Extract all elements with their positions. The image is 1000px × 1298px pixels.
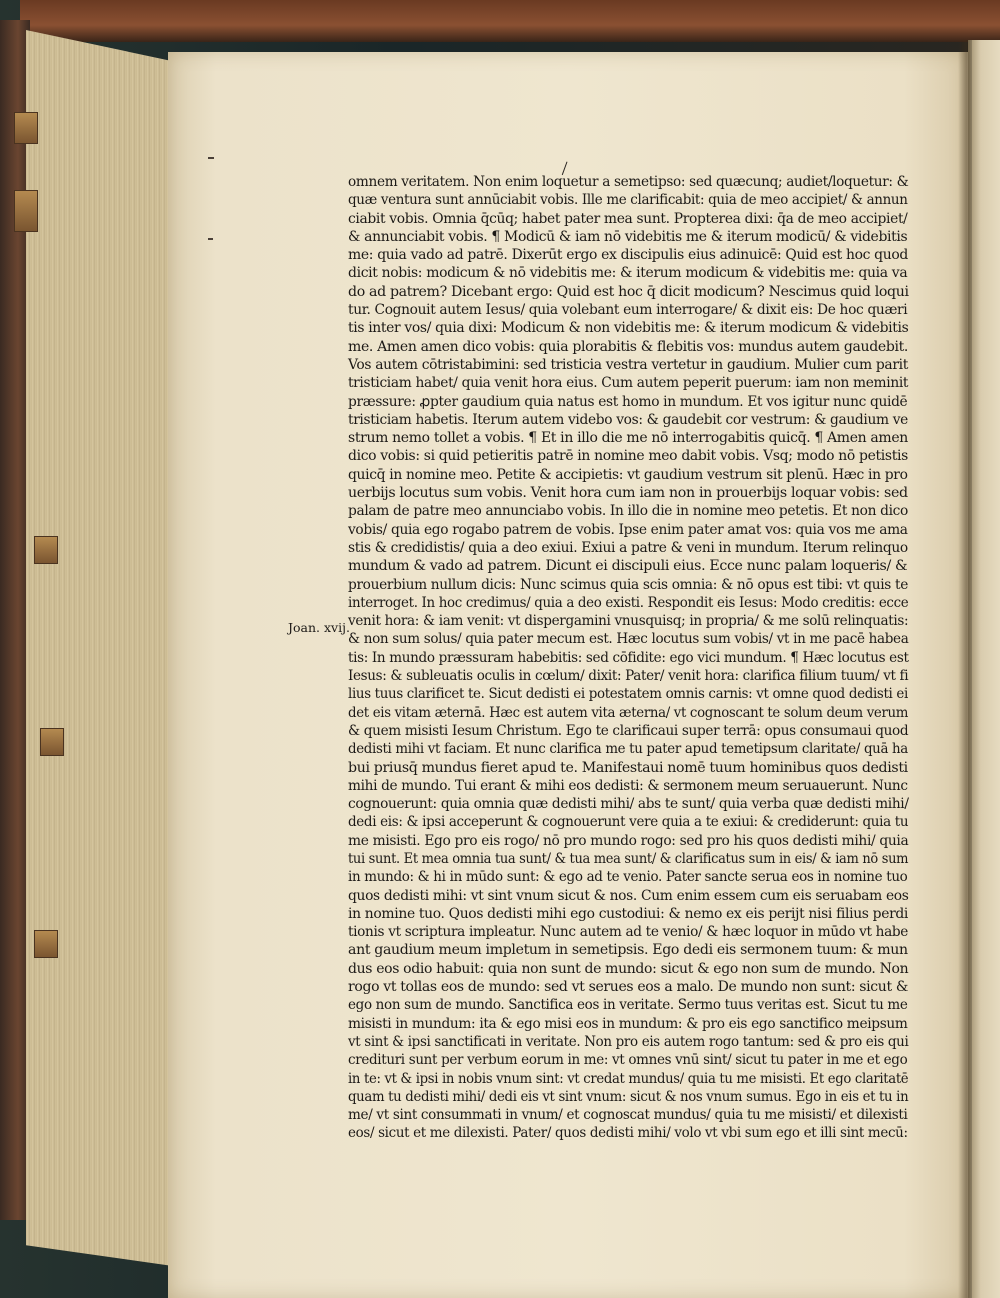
text-line: mihi de mundo. Tui erant & mihi eos dedisti: & sermonem meum seruauerunt. Nunc bbox=[348, 777, 908, 794]
text-line: quæ ventura sunt annūciabit vobis. Ille me clarificabit: quia de meo accipiet/ & annun bbox=[348, 192, 908, 209]
text-line: me: quia vado ad patrē. Dixerūt ergo ex discipulis eius adinuicē: Quid est hoc quod bbox=[348, 247, 909, 264]
text-line: Vos autem cōtristabimini: sed tristicia vestra vertetur in gaudium. Mulier cum parit bbox=[348, 356, 908, 373]
text-line: tristiciam habetis. Iterum autem videbo vos: & gaudebit cor vestrum: & gaudium ve bbox=[348, 411, 908, 428]
index-tab bbox=[34, 930, 58, 958]
text-line: vt sint & ipsi sanctificati in veritate. Non pro eis autem rogo tantum: sed & pro eis qui bbox=[348, 1033, 909, 1050]
text-line: tionis vt scriptura impleatur. Nunc autem ad te venio/ & hæc loquor in mūdo vt habe bbox=[348, 924, 909, 941]
text-line: quicq̄ in nomine meo. Petite & accipietis: vt gaudium vestrum sit plenū. Hæc in pro bbox=[348, 466, 908, 483]
ink-speck bbox=[208, 238, 213, 240]
text-line: & non sum solus/ quia pater mecum est. Hæc locutus sum vobis/ vt in me pacē habea bbox=[348, 631, 909, 648]
text-line: mundum & vado ad patrem. Dicunt ei discipuli eius. Ecce nunc palam loqueris/ & bbox=[348, 558, 908, 575]
text-line: eos/ sicut et me dilexisti. Pater/ quos dedisti mihi/ volo vt vbi sum ego et illi sint mecū: bbox=[348, 1125, 908, 1142]
text-line: uerbijs locutus sum vobis. Venit hora cum iam non in prouerbijs loquar vobis: sed bbox=[348, 485, 908, 502]
text-line: quam tu dedisti mihi/ dedi eis vt sint vnum: sicut & nos vnum sumus. Ego in eis et tu in bbox=[348, 1088, 909, 1105]
index-tab bbox=[40, 728, 64, 756]
text-line: vobis/ quia ego rogabo patrem de vobis. Ipse enim pater amat vos: quia vos me ama bbox=[348, 521, 908, 538]
text-line: rogo vt tollas eos de mundo: sed vt serues eos a malo. De mundo non sunt: sicut & bbox=[348, 979, 909, 996]
text-line: præssure: ꝓpter gaudium quia natus est homo in mundum. Et vos igitur nunc quidē bbox=[348, 393, 908, 410]
text-line: cognouerunt: quia omnia quæ dedisti mihi/ abs te sunt/ quia verba quæ dedisti mihi/ bbox=[348, 796, 909, 813]
text-line: palam de patre meo annunciabo vobis. In illo die in nomine meo petetis. Et non dico bbox=[348, 503, 909, 520]
text-line: in nomine tuo. Quos dedisti mihi ego custodiui: & nemo ex eis perijt nisi filius perdi bbox=[348, 905, 909, 922]
text-line: dedi eis: & ipsi acceperunt & cognouerunt vere quia a te exiui: & crediderunt: quia tu bbox=[348, 814, 909, 831]
text-line: dicit nobis: modicum & nō videbitis me: & iterum modicum & videbitis me: quia va bbox=[348, 265, 908, 282]
text-line: tui sunt. Et mea omnia tua sunt/ & tua mea sunt/ & clarificatus sum in eis/ & iam nō sum bbox=[348, 850, 909, 867]
book-cover-top bbox=[20, 0, 1000, 42]
text-line: interroget. In hoc credimus/ quia a deo existi. Respondit eis Iesus: Modo creditis: ecce bbox=[348, 594, 909, 611]
index-tab bbox=[14, 112, 38, 144]
text-line: & quem misisti Iesum Christum. Ego te clarificaui super terrā: opus consumaui quod bbox=[348, 722, 909, 739]
text-line: quos dedisti mihi: vt sint vnum sicut & nos. Cum enim essem cum eis seruabam eos bbox=[348, 887, 909, 904]
text-line: do ad patrem? Dicebant ergo: Quid est hoc q̄ dicit modicum? Nescimus quid loqui bbox=[348, 283, 909, 300]
text-line: misisti in mundum: ita & ego misi eos in mundum: & pro eis ego sanctifico meipsum bbox=[348, 1015, 908, 1032]
text-line: me/ vt sint consummati in vnum/ et cognoscat mundus/ quia tu me misisti/ et dilexisti bbox=[348, 1107, 908, 1124]
text-line: tis inter vos/ quia dixi: Modicum & non videbitis me: & iterum modicum & videbitis bbox=[348, 320, 909, 337]
text-line: tristiciam habet/ quia venit hora eius. Cum autem peperit puerum: iam non meminit bbox=[348, 375, 909, 392]
text-line: ant gaudium meum impletum in semetipsis. Ego dedi eis sermonem tuum: & mun bbox=[348, 942, 908, 959]
ink-speck bbox=[208, 157, 214, 159]
text-column bbox=[348, 173, 908, 1143]
text-line: tur. Cognouit autem Iesus/ quia volebant eum interrogare/ & dixit eis: De hoc quæri bbox=[348, 302, 908, 319]
text-line: ego non sum de mundo. Sanctifica eos in veritate. Sermo tuus veritas est. Sicut tu me bbox=[348, 997, 908, 1014]
text-line: Iesus: & subleuatis oculis in cœlum/ dixit: Pater/ venit hora: clarifica filium tuum/ vt fi bbox=[348, 668, 909, 685]
text-line: stis & credidistis/ quia a deo exiui. Exiui a patre & veni in mundum. Iterum relinquo bbox=[348, 539, 908, 556]
text-line: venit hora: & iam venit: vt dispergamini vnusquisq; in propria/ & me solū relinquatis: bbox=[348, 613, 909, 630]
marginal-reference: Joan. xvij. bbox=[288, 620, 350, 635]
text-line: bui priusq̄ mundus fieret apud te. Manifestaui nomē tuum hominibus quos dedisti bbox=[348, 759, 908, 776]
index-tab bbox=[14, 190, 38, 232]
text-line: strum nemo tollet a vobis. ¶ Et in illo die me nō interrogabitis quicq̄. ¶ Amen amen bbox=[348, 430, 908, 447]
text-line: ciabit vobis. Omnia q̄cūq; habet pater mea sunt. Propterea dixi: q̄a de meo accipiet/ bbox=[348, 210, 908, 227]
text-line: in mundo: & hi in mūdo sunt: & ego ad te venio. Pater sancte serua eos in nomine tuo bbox=[348, 869, 908, 886]
text-line: me misisti. Ego pro eis rogo/ nō pro mundo rogo: sed pro his quos dedisti mihi/ quia bbox=[348, 832, 909, 849]
text-line: det eis vitam æternā. Hæc est autem vita æterna/ vt cognoscant te solum deum verum bbox=[348, 704, 909, 721]
text-line: prouerbium nullum dicis: Nunc scimus quia scis omnia: & nō opus est tibi: vt quis te bbox=[348, 576, 908, 593]
text-line: dedisti mihi vt faciam. Et nunc clarifica me tu pater apud temetipsum claritate/ quā ha bbox=[348, 741, 908, 758]
text-line: in te: vt & ipsi in nobis vnum sint: vt credat mundus/ quia tu me misisti. Et ego claritatē bbox=[348, 1070, 909, 1087]
text-line: dico vobis: si quid petieritis patrē in nomine meo dabit vobis. Vsq; modo nō petistis bbox=[348, 448, 908, 465]
text-line: dus eos odio habuit: quia non sunt de mundo: sicut & ego non sum de mundo. Non bbox=[348, 960, 909, 977]
text-line: credituri sunt per verbum eorum in me: vt omnes vnū sint/ sicut tu pater in me et ego bbox=[348, 1052, 908, 1069]
text-line: omnem veritatem. Non enim loquetur a semetipso: sed quæcunq; audiet/loquetur: & bbox=[348, 174, 909, 190]
facing-page-edge bbox=[968, 40, 1000, 1298]
text-line: & annunciabit vobis. ¶ Modicū & iam nō videbitis me & iterum modicū/ & videbitis bbox=[348, 228, 908, 245]
page-gutter bbox=[958, 40, 972, 1298]
text-line: me. Amen amen dico vobis: quia plorabitis & flebitis vos: mundus autem gaudebit. bbox=[348, 338, 909, 355]
text-line: tis: In mundo præssuram habebitis: sed cōfidite: ego vici mundum. ¶ Hæc locutus est bbox=[348, 649, 909, 666]
text-line: lius tuus clarificet te. Sicut dedisti ei potestatem omnis carnis: vt omne quod dedisti ei bbox=[348, 686, 908, 703]
index-tab bbox=[34, 536, 58, 564]
